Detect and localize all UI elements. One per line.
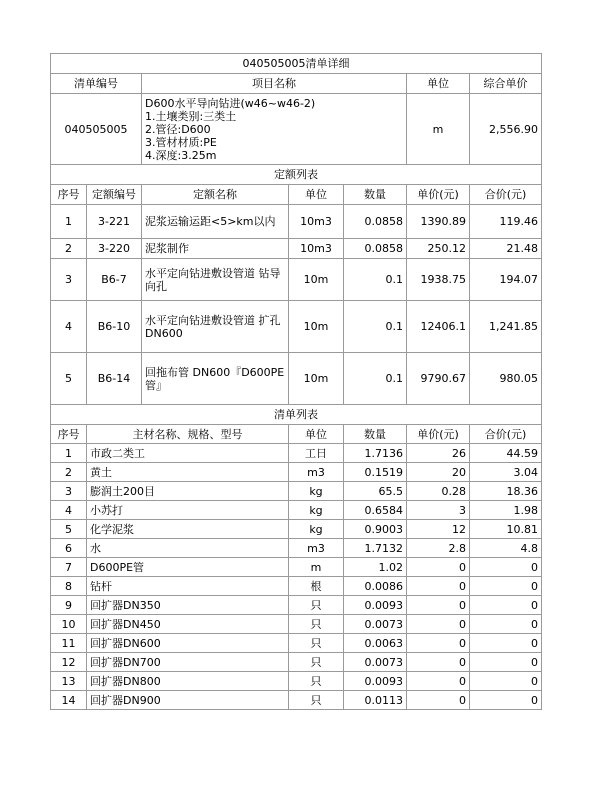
material-row-price: 0 (407, 577, 470, 596)
material-row-name: 水 (87, 539, 289, 558)
material-row-unit: 根 (289, 577, 344, 596)
materials-section-title: 清单列表 (51, 405, 542, 425)
material-row-qty: 0.0113 (344, 691, 407, 710)
quota-row-no: 1 (51, 205, 87, 239)
quota-col-qty: 数量 (344, 185, 407, 205)
bill-detail-sheet (50, 53, 541, 710)
materials-col-qty: 数量 (344, 425, 407, 444)
bill-code: 040505005 (51, 94, 142, 165)
material-row-name: 回扩器DN600 (87, 634, 289, 653)
quota-row (51, 353, 542, 405)
material-row-total: 0 (470, 596, 542, 615)
quota-row-price: 250.12 (407, 239, 470, 259)
quota-row-total: 194.07 (470, 259, 542, 301)
material-row-no: 4 (51, 501, 87, 520)
material-row-no: 9 (51, 596, 87, 615)
quota-col-code: 定额编号 (87, 185, 142, 205)
material-row-qty: 0.6584 (344, 501, 407, 520)
material-row-price: 2.8 (407, 539, 470, 558)
material-row-unit: 只 (289, 634, 344, 653)
quota-row-price: 1390.89 (407, 205, 470, 239)
material-row-price: 0 (407, 558, 470, 577)
material-row-name: 回扩器DN700 (87, 653, 289, 672)
header-price-label: 综合单价 (470, 74, 542, 94)
material-row-price: 0 (407, 596, 470, 615)
material-row-unit: 只 (289, 596, 344, 615)
material-row-name: 化学泥浆 (87, 520, 289, 539)
quota-row-price: 1938.75 (407, 259, 470, 301)
quota-col-unit: 单位 (289, 185, 344, 205)
quota-col-no: 序号 (51, 185, 87, 205)
material-row (51, 672, 542, 691)
material-row-total: 0 (470, 558, 542, 577)
material-row-no: 11 (51, 634, 87, 653)
material-row-name: D600PE管 (87, 558, 289, 577)
quota-row-unit: 10m3 (289, 205, 344, 239)
material-row-total: 10.81 (470, 520, 542, 539)
material-row-qty: 1.02 (344, 558, 407, 577)
quota-column-header-row (51, 185, 542, 205)
material-row (51, 501, 542, 520)
quota-row-code: 3-220 (87, 239, 142, 259)
bill-item-line: 1.土壤类别:三类土 (145, 109, 237, 123)
material-row-no: 13 (51, 672, 87, 691)
material-row (51, 482, 542, 501)
materials-col-no: 序号 (51, 425, 87, 444)
material-row-name: 回扩器DN800 (87, 672, 289, 691)
quota-row-name: 泥浆运输运距<5>km以内 (142, 205, 289, 239)
material-row-no: 10 (51, 615, 87, 634)
material-row-total: 18.36 (470, 482, 542, 501)
material-row-unit: 只 (289, 691, 344, 710)
material-row (51, 463, 542, 482)
bill-item-description (142, 94, 407, 165)
quota-col-price: 单价(元) (407, 185, 470, 205)
materials-col-total: 合价(元) (470, 425, 542, 444)
materials-col-name: 主材名称、规格、型号 (87, 425, 289, 444)
material-row-unit: 只 (289, 653, 344, 672)
quota-row-qty: 0.1 (344, 353, 407, 405)
material-row-no: 5 (51, 520, 87, 539)
material-row-no: 6 (51, 539, 87, 558)
material-row-price: 0 (407, 672, 470, 691)
bill-unit: m (407, 94, 470, 165)
header-code-label: 清单编号 (51, 74, 142, 94)
quota-section-title-row (51, 165, 542, 185)
material-row-name: 钻杆 (87, 577, 289, 596)
material-row-total: 0 (470, 653, 542, 672)
material-row-name: 市政二类工 (87, 444, 289, 463)
material-row-total: 0 (470, 577, 542, 596)
material-row-total: 4.8 (470, 539, 542, 558)
material-row (51, 577, 542, 596)
material-row-no: 8 (51, 577, 87, 596)
material-row-name: 回扩器DN350 (87, 596, 289, 615)
material-row-unit: kg (289, 520, 344, 539)
material-row-qty: 0.1519 (344, 463, 407, 482)
material-row-no: 2 (51, 463, 87, 482)
header-row (51, 74, 542, 94)
material-row-no: 7 (51, 558, 87, 577)
quota-row (51, 301, 542, 353)
material-row-price: 12 (407, 520, 470, 539)
quota-col-total: 合价(元) (470, 185, 542, 205)
material-row-qty: 1.7132 (344, 539, 407, 558)
material-row-price: 3 (407, 501, 470, 520)
quota-row-qty: 0.1 (344, 259, 407, 301)
material-row-price: 26 (407, 444, 470, 463)
material-row-qty: 1.7136 (344, 444, 407, 463)
material-row-total: 1.98 (470, 501, 542, 520)
bill-item-line: 4.深度:3.25m (145, 148, 217, 162)
material-row-total: 3.04 (470, 463, 542, 482)
bill-item-row (51, 94, 542, 165)
material-row-no: 12 (51, 653, 87, 672)
material-row-total: 0 (470, 691, 542, 710)
quota-row-qty: 0.0858 (344, 205, 407, 239)
quota-col-name: 定额名称 (142, 185, 289, 205)
material-row-price: 0 (407, 653, 470, 672)
header-unit-label: 单位 (407, 74, 470, 94)
bill-item-line: 3.管材材质:PE (145, 135, 217, 149)
material-row (51, 596, 542, 615)
material-row (51, 444, 542, 463)
quota-row-no: 3 (51, 259, 87, 301)
material-row-name: 回扩器DN900 (87, 691, 289, 710)
bill-item-line: D600水平导向钻进(w46~w46-2) (145, 96, 316, 110)
sheet-title: 040505005清单详细 (51, 54, 542, 74)
materials-col-unit: 单位 (289, 425, 344, 444)
material-row-no: 1 (51, 444, 87, 463)
material-row-qty: 0.0073 (344, 615, 407, 634)
quota-row-unit: 10m (289, 353, 344, 405)
quota-row-total: 119.46 (470, 205, 542, 239)
materials-column-header-row (51, 425, 542, 444)
material-row-unit: 只 (289, 672, 344, 691)
quota-row-price: 9790.67 (407, 353, 470, 405)
quota-row (51, 259, 542, 301)
quota-row-code: B6-7 (87, 259, 142, 301)
quota-row-no: 2 (51, 239, 87, 259)
material-row (51, 558, 542, 577)
quota-row-qty: 0.1 (344, 301, 407, 353)
quota-section-title: 定额列表 (51, 165, 542, 185)
quota-row-name: 回拖布管 DN600『D600PE管』 (142, 353, 289, 405)
quota-row-unit: 10m (289, 301, 344, 353)
quota-row-price: 12406.1 (407, 301, 470, 353)
material-row (51, 653, 542, 672)
material-row-qty: 0.0063 (344, 634, 407, 653)
material-row-price: 0 (407, 634, 470, 653)
material-row-name: 小苏打 (87, 501, 289, 520)
quota-row-no: 5 (51, 353, 87, 405)
material-row-unit: 工日 (289, 444, 344, 463)
material-row-name: 黄土 (87, 463, 289, 482)
material-row-qty: 0.0073 (344, 653, 407, 672)
quota-row-name: 泥浆制作 (142, 239, 289, 259)
material-row (51, 615, 542, 634)
material-row-name: 回扩器DN450 (87, 615, 289, 634)
bill-detail-table (50, 53, 542, 710)
quota-row-name: 水平定向钻进敷设管道 钻导向孔 (142, 259, 289, 301)
material-row-no: 3 (51, 482, 87, 501)
material-row-total: 0 (470, 672, 542, 691)
quota-row-no: 4 (51, 301, 87, 353)
quota-row-code: B6-14 (87, 353, 142, 405)
material-row-total: 0 (470, 634, 542, 653)
material-row-name: 膨润土200目 (87, 482, 289, 501)
material-row-qty: 0.0086 (344, 577, 407, 596)
material-row-unit: kg (289, 501, 344, 520)
quota-row-total: 21.48 (470, 239, 542, 259)
quota-row-unit: 10m3 (289, 239, 344, 259)
material-row-qty: 65.5 (344, 482, 407, 501)
quota-row (51, 205, 542, 239)
material-row-qty: 0.0093 (344, 672, 407, 691)
material-row-qty: 0.9003 (344, 520, 407, 539)
bill-price: 2,556.90 (470, 94, 542, 165)
material-row (51, 520, 542, 539)
material-row (51, 691, 542, 710)
quota-row-code: B6-10 (87, 301, 142, 353)
header-name-label: 项目名称 (142, 74, 407, 94)
quota-row (51, 239, 542, 259)
material-row-price: 0 (407, 615, 470, 634)
material-row-unit: m3 (289, 539, 344, 558)
quota-row-total: 1,241.85 (470, 301, 542, 353)
material-row (51, 634, 542, 653)
material-row-price: 0 (407, 691, 470, 710)
quota-row-name: 水平定向钻进敷设管道 扩孔DN600 (142, 301, 289, 353)
materials-col-price: 单价(元) (407, 425, 470, 444)
quota-row-code: 3-221 (87, 205, 142, 239)
material-row-qty: 0.0093 (344, 596, 407, 615)
material-row (51, 539, 542, 558)
material-row-price: 20 (407, 463, 470, 482)
material-row-total: 0 (470, 615, 542, 634)
material-row-total: 44.59 (470, 444, 542, 463)
quota-row-qty: 0.0858 (344, 239, 407, 259)
material-row-no: 14 (51, 691, 87, 710)
quota-row-total: 980.05 (470, 353, 542, 405)
material-row-unit: kg (289, 482, 344, 501)
bill-item-line: 2.管径:D600 (145, 122, 211, 136)
material-row-unit: m3 (289, 463, 344, 482)
material-row-unit: m (289, 558, 344, 577)
quota-row-unit: 10m (289, 259, 344, 301)
material-row-unit: 只 (289, 615, 344, 634)
materials-section-title-row (51, 405, 542, 425)
material-row-price: 0.28 (407, 482, 470, 501)
